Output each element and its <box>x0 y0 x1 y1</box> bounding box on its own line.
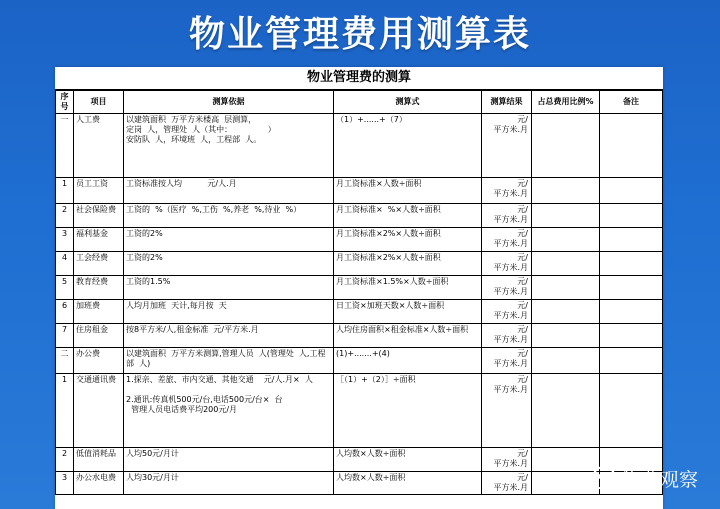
table-cell-item: 工会经费 <box>74 252 124 276</box>
table-cell-note <box>600 276 663 300</box>
header-cell: 项目 <box>74 91 124 114</box>
table-cell-note <box>600 348 663 374</box>
table-cell-formula: 月工资标准×2%×人数÷面积 <box>334 228 482 252</box>
watermark <box>592 465 698 491</box>
table-cell-result: 元/ 平方米.月 <box>482 276 532 300</box>
table-cell-basis: 以建筑面积 万平方米楼高 层测算， 定岗 人，管理处 人（其中： ） 安防队 人，环境班 人，工程部 人。 <box>124 114 334 178</box>
table-cell-ratio <box>532 324 600 348</box>
table-cell-no: 3 <box>56 228 74 252</box>
table-cell-formula: (1)+.......+(4) <box>334 348 482 374</box>
table-row <box>56 348 663 374</box>
table-cell-item: 福利基金 <box>74 228 124 252</box>
table-cell-no: 2 <box>56 448 74 472</box>
table-cell-result: 元/ 平方米.月 <box>482 374 532 448</box>
table-cell-ratio <box>532 374 600 448</box>
table-cell-formula: 月工资标准×1.5%×人数÷面积 <box>334 276 482 300</box>
table-header-row <box>56 91 663 114</box>
table-cell-item: 交通通讯费 <box>74 374 124 448</box>
table-cell-ratio <box>532 276 600 300</box>
table-cell-result: 元/ 平方米.月 <box>482 348 532 374</box>
table-cell-item: 办公水电费 <box>74 472 124 495</box>
table-cell-note <box>600 324 663 348</box>
table-cell-ratio <box>532 472 600 495</box>
table-cell-formula: 月工资标准×人数÷面积 <box>334 178 482 204</box>
banner <box>0 0 720 58</box>
table-cell-ratio <box>532 204 600 228</box>
table-cell-basis: 工资的2% <box>124 252 334 276</box>
header-cell: 备注 <box>600 91 663 114</box>
table-cell-no: 二 <box>56 348 74 374</box>
table-cell-result: 元/ 平方米.月 <box>482 178 532 204</box>
table-cell-note <box>600 374 663 448</box>
table-cell-formula: 月工资标准× %×人数÷面积 <box>334 204 482 228</box>
table-cell-no: 3 <box>56 472 74 495</box>
table-cell-formula: 人均数×人数÷面积 <box>334 472 482 495</box>
table-cell-basis: 人均50元/月计 <box>124 448 334 472</box>
table-cell-basis: 按8平方米/人,租金标准 元/平方米.月 <box>124 324 334 348</box>
table-cell-basis: 以建筑面积 万平方米测算,管理人员 人(管理处 人,工程部 人) <box>124 348 334 374</box>
table-cell-ratio <box>532 228 600 252</box>
table-cell-note <box>600 300 663 324</box>
table-cell-basis: 人均30元/月计 <box>124 472 334 495</box>
table-cell-no: 2 <box>56 204 74 228</box>
table-cell-item: 办公费 <box>74 348 124 374</box>
table-row <box>56 114 663 178</box>
table-cell-result: 元/ 平方米.月 <box>482 204 532 228</box>
table-cell-no: 5 <box>56 276 74 300</box>
table-cell-formula: 人均住房面积×租金标准×人数÷面积 <box>334 324 482 348</box>
spreadsheet-sheet <box>55 67 663 509</box>
table-cell-result: 元/ 平方米.月 <box>482 228 532 252</box>
header-cell: 测算依据 <box>124 91 334 114</box>
watermark-text: 物业观察 <box>621 468 698 491</box>
table-row <box>56 228 663 252</box>
table-row <box>56 276 663 300</box>
table-cell-item: 员工工资 <box>74 178 124 204</box>
table-cell-formula: ［（1）+（2）］÷面积 <box>334 374 482 448</box>
table-cell-formula: 人均数×人数÷面积 <box>334 448 482 472</box>
table-cell-ratio <box>532 178 600 204</box>
table-cell-no: 7 <box>56 324 74 348</box>
table-row <box>56 448 663 472</box>
table-cell-note <box>600 228 663 252</box>
table-cell-result: 元/ 平方米.月 <box>482 472 532 495</box>
table-cell-item: 教育经费 <box>74 276 124 300</box>
table-cell-note <box>600 178 663 204</box>
table-cell-basis: 工资的2% <box>124 228 334 252</box>
table-cell-ratio <box>532 448 600 472</box>
table-cell-no: 1 <box>56 374 74 448</box>
header-cell: 测算式 <box>334 91 482 114</box>
table-cell-result: 元/ 平方米.月 <box>482 252 532 276</box>
table-row <box>56 178 663 204</box>
table-cell-note <box>600 252 663 276</box>
table-cell-ratio <box>532 300 600 324</box>
table-row <box>56 324 663 348</box>
table-cell-formula: 月工资标准×2%×人数÷面积 <box>334 252 482 276</box>
table-cell-ratio <box>532 348 600 374</box>
table-cell-formula: （1）+......+（7） <box>334 114 482 178</box>
table-cell-item: 社会保险费 <box>74 204 124 228</box>
sheet-title: 物业管理费的测算 <box>55 67 663 90</box>
table-cell-item: 人工费 <box>74 114 124 178</box>
table-cell-result: 元/ 平方米.月 <box>482 324 532 348</box>
table-cell-note <box>600 204 663 228</box>
banner-title: 物业管理费用测算表 <box>188 14 531 55</box>
table-cell-basis: 工资标准按人均 元/人.月 <box>124 178 334 204</box>
wechat-icon <box>592 466 616 490</box>
header-cell: 序号 <box>56 91 74 114</box>
table-cell-no: 4 <box>56 252 74 276</box>
table-cell-note <box>600 114 663 178</box>
table-cell-basis: 1.探亲、差旅、市内交通、其他交通 元/人.月× 人 2.通讯:传真机500元/台,电话500元/台× 台 管理人员电话费平均200元/月 <box>124 374 334 448</box>
table-cell-result: 元/ 平方米.月 <box>482 300 532 324</box>
header-cell: 占总费用比例% <box>532 91 600 114</box>
table-cell-basis: 工资的 %（医疗 %,工伤 %,养老 %,待业 %） <box>124 204 334 228</box>
table-cell-no: 6 <box>56 300 74 324</box>
table-cell-no: 1 <box>56 178 74 204</box>
table-cell-result: 元/ 平方米.月 <box>482 448 532 472</box>
table-cell-ratio <box>532 114 600 178</box>
table-cell-item: 加班费 <box>74 300 124 324</box>
table-cell-basis: 工资的1.5% <box>124 276 334 300</box>
cost-table <box>55 90 663 495</box>
table-cell-ratio <box>532 252 600 276</box>
table-cell-item: 低值消耗品 <box>74 448 124 472</box>
table-row <box>56 300 663 324</box>
header-cell: 测算结果 <box>482 91 532 114</box>
table-row <box>56 204 663 228</box>
table-cell-result: 元/ 平方米.月 <box>482 114 532 178</box>
table-row <box>56 252 663 276</box>
table-cell-formula: 日工资×加班天数×人数÷面积 <box>334 300 482 324</box>
table-cell-item: 住房租金 <box>74 324 124 348</box>
table-row <box>56 374 663 448</box>
table-row <box>56 472 663 495</box>
table-cell-no: 一 <box>56 114 74 178</box>
table-cell-basis: 人均月加班 天计,每月按 天 <box>124 300 334 324</box>
